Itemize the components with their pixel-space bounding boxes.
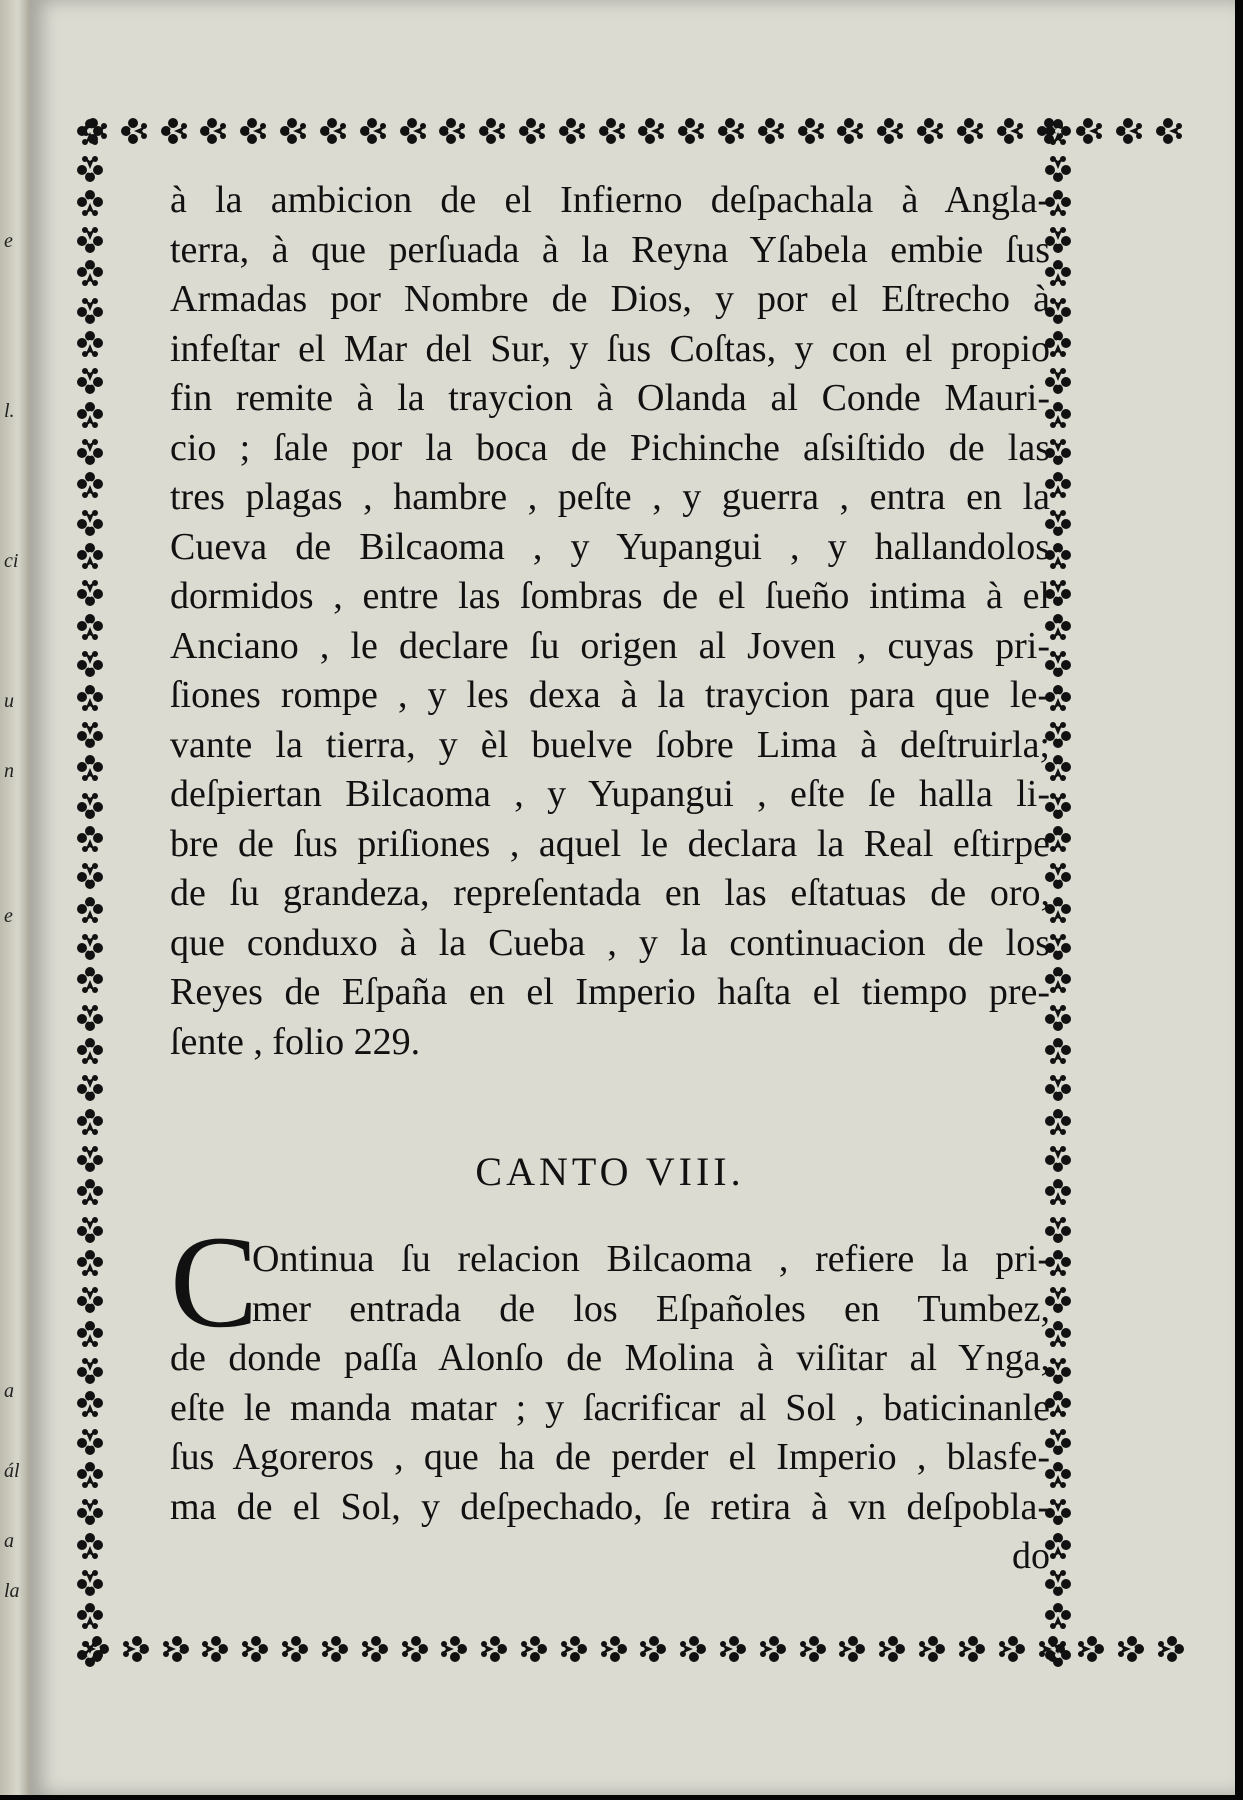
fleuron-ornament-icon — [75, 1602, 105, 1632]
fleuron-ornament-icon — [75, 931, 105, 961]
fleuron-ornament-icon — [75, 365, 105, 395]
fleuron-ornament-icon — [876, 1634, 906, 1664]
fleuron-ornament-icon — [75, 1567, 105, 1597]
text-line: terra, à que perſuada à la Reyna Yſabela embie ſus — [170, 228, 1050, 271]
fleuron-ornament-icon — [558, 116, 588, 146]
fleuron-ornament-icon — [359, 1634, 389, 1664]
ornamental-border-top — [80, 112, 1185, 150]
text-line: vante la tierra, y èl buelve ſobre Lima à deſtruirla; — [170, 723, 1050, 766]
fleuron-ornament-icon — [75, 118, 105, 148]
neighbor-page-edge — [0, 0, 30, 1795]
fleuron-ornament-icon — [319, 1634, 349, 1664]
text-line: infeſtar el Mar del Sur, y ſus Coſtas, y con el propio — [170, 327, 1050, 370]
catchword: do — [1012, 1535, 1050, 1577]
text-line: Ontinua ſu relacion Bilcaoma , refiere la pri- — [252, 1238, 1050, 1280]
fleuron-ornament-icon — [558, 1634, 588, 1664]
fleuron-ornament-icon — [239, 1634, 269, 1664]
text-line: ſus Agoreros , que ha de perder el Imperio , blasfe- — [170, 1436, 1050, 1478]
fleuron-ornament-icon — [717, 1634, 747, 1664]
fleuron-ornament-icon — [757, 116, 787, 146]
fleuron-ornament-icon — [75, 1178, 105, 1208]
neighbor-glyph: e — [4, 905, 13, 927]
text-line: de ſu grandeza, repreſentada en las eſtatuas de oro, — [170, 872, 1050, 914]
fleuron-ornament-icon — [75, 1638, 105, 1668]
fleuron-ornament-icon — [199, 1634, 229, 1664]
neighbor-glyph: la — [4, 1580, 20, 1602]
text-line: ma de el Sol, y deſpechado, ſe retira à vn deſpobla- — [170, 1485, 1050, 1528]
fleuron-ornament-icon — [75, 1249, 105, 1279]
fleuron-ornament-icon — [75, 542, 105, 572]
fleuron-ornament-icon — [75, 224, 105, 254]
text-line: ſiones rompe , y les dexa à la traycion para que le- — [170, 674, 1050, 716]
fleuron-ornament-icon — [399, 1634, 429, 1664]
fleuron-ornament-icon — [1115, 1634, 1145, 1664]
fleuron-ornament-icon — [75, 259, 105, 289]
text-line: cio ; ſale por la boca de Pichinche aſsiſtido de las — [170, 426, 1050, 469]
fleuron-ornament-icon — [120, 1634, 150, 1664]
fleuron-ornament-icon — [797, 116, 827, 146]
fleuron-ornament-icon — [996, 1634, 1026, 1664]
fleuron-ornament-icon — [75, 401, 105, 431]
neighbor-glyph: ci — [4, 550, 19, 572]
fleuron-ornament-icon — [478, 1634, 508, 1664]
fleuron-ornament-icon — [75, 825, 105, 855]
fleuron-ornament-icon — [518, 1634, 548, 1664]
fleuron-ornament-icon — [677, 116, 707, 146]
fleuron-ornament-icon — [1043, 118, 1073, 148]
fleuron-ornament-icon — [75, 436, 105, 466]
fleuron-ornament-icon — [239, 116, 269, 146]
drop-capital: C — [170, 1208, 259, 1355]
neighbor-glyph: l. — [4, 400, 15, 422]
fleuron-ornament-icon — [1155, 116, 1185, 146]
fleuron-ornament-icon — [199, 116, 229, 146]
fleuron-ornament-icon — [797, 1634, 827, 1664]
fleuron-ornament-icon — [75, 754, 105, 784]
fleuron-ornament-icon — [75, 507, 105, 537]
fleuron-ornament-icon — [160, 116, 190, 146]
text-line: ſente , folio 229. — [170, 1020, 421, 1063]
text-line: eſte le manda matar ; y ſacrificar al Sol , baticinanle — [170, 1386, 1050, 1429]
fleuron-ornament-icon — [359, 116, 389, 146]
summary-paragraph — [170, 176, 1050, 1067]
text-line: Armadas por Nombre de Dios, y por el Eſtrecho à — [170, 278, 1050, 320]
fleuron-ornament-icon — [996, 116, 1026, 146]
fleuron-ornament-icon — [75, 1143, 105, 1173]
fleuron-ornament-icon — [279, 116, 309, 146]
fleuron-ornament-icon — [75, 613, 105, 643]
neighbor-glyph: u — [4, 690, 14, 712]
fleuron-ornament-icon — [1043, 1638, 1073, 1668]
text-line: Anciano , le declare ſu origen al Joven , cuyas pri- — [170, 624, 1050, 667]
fleuron-ornament-icon — [75, 648, 105, 678]
fleuron-ornament-icon — [1043, 1072, 1073, 1102]
text-line: fin remite à la traycion à Olanda al Conde Mauri- — [170, 377, 1050, 419]
neighbor-glyph: a — [4, 1530, 14, 1552]
fleuron-ornament-icon — [757, 1634, 787, 1664]
fleuron-ornament-icon — [75, 1532, 105, 1562]
fleuron-ornament-icon — [75, 1355, 105, 1385]
fleuron-ornament-icon — [75, 471, 105, 501]
fleuron-ornament-icon — [75, 1320, 105, 1350]
fleuron-ornament-icon — [916, 116, 946, 146]
fleuron-ornament-icon — [75, 189, 105, 219]
fleuron-ornament-icon — [1075, 1634, 1105, 1664]
text-line: tres plagas , hambre , peſte , y guerra , entra en la — [170, 476, 1050, 518]
fleuron-ornament-icon — [478, 116, 508, 146]
fleuron-ornament-icon — [160, 1634, 190, 1664]
fleuron-ornament-icon — [598, 1634, 628, 1664]
text-line: bre de ſus priſiones , aquel le declara la Real eſtirpe — [170, 822, 1050, 865]
neighbor-glyph: e — [4, 230, 13, 252]
fleuron-ornament-icon — [438, 1634, 468, 1664]
canto-heading: CANTO VIII. — [475, 1149, 745, 1194]
fleuron-ornament-icon — [1043, 1602, 1073, 1632]
fleuron-ornament-icon — [319, 116, 349, 146]
fleuron-ornament-icon — [75, 577, 105, 607]
fleuron-ornament-icon — [75, 1002, 105, 1032]
text-line: deſpiertan Bilcaoma , y Yupangui , eſte ſe halla li- — [170, 773, 1050, 815]
fleuron-ornament-icon — [637, 1634, 667, 1664]
fleuron-ornament-icon — [518, 116, 548, 146]
neighbor-glyph: a — [4, 1380, 14, 1402]
fleuron-ornament-icon — [438, 116, 468, 146]
fleuron-ornament-icon — [717, 116, 747, 146]
fleuron-ornament-icon — [1155, 1634, 1185, 1664]
neighbor-glyph: ál — [4, 1460, 20, 1482]
fleuron-ornament-icon — [75, 1461, 105, 1491]
fleuron-ornament-icon — [75, 1214, 105, 1244]
text-line: de donde paſſa Alonſo de Molina à viſitar al Ynga, — [170, 1337, 1050, 1379]
fleuron-ornament-icon — [75, 153, 105, 183]
text-line: Cueva de Bilcaoma , y Yupangui , y hallandolos — [170, 525, 1050, 568]
fleuron-ornament-icon — [75, 295, 105, 325]
ornamental-border-left — [70, 118, 110, 1668]
fleuron-ornament-icon — [1043, 1108, 1073, 1138]
fleuron-ornament-icon — [75, 719, 105, 749]
fleuron-ornament-icon — [75, 1284, 105, 1314]
fleuron-ornament-icon — [956, 1634, 986, 1664]
fleuron-ornament-icon — [75, 966, 105, 996]
fleuron-ornament-icon — [916, 1634, 946, 1664]
fleuron-ornament-icon — [279, 1634, 309, 1664]
text-line: Reyes de Eſpaña en el Imperio haſta el tiempo pre- — [170, 971, 1050, 1013]
fleuron-ornament-icon — [75, 330, 105, 360]
neighbor-glyph: n — [4, 760, 14, 782]
fleuron-ornament-icon — [1075, 116, 1105, 146]
ornamental-border-bottom — [80, 1630, 1185, 1668]
fleuron-ornament-icon — [75, 1072, 105, 1102]
fleuron-ornament-icon — [75, 1108, 105, 1138]
fleuron-ornament-icon — [637, 116, 667, 146]
fleuron-ornament-icon — [598, 116, 628, 146]
fleuron-ornament-icon — [75, 860, 105, 890]
book-page — [30, 0, 1235, 1795]
fleuron-ornament-icon — [75, 896, 105, 926]
text-line: que conduxo à la Cueba , y la continuacion de los — [170, 921, 1050, 964]
fleuron-ornament-icon — [120, 116, 150, 146]
fleuron-ornament-icon — [75, 1496, 105, 1526]
fleuron-ornament-icon — [1115, 116, 1145, 146]
fleuron-ornament-icon — [876, 116, 906, 146]
fleuron-ornament-icon — [399, 116, 429, 146]
fleuron-ornament-icon — [836, 1634, 866, 1664]
fleuron-ornament-icon — [677, 1634, 707, 1664]
fleuron-ornament-icon — [75, 1037, 105, 1067]
text-line: dormidos , entre las ſombras de el ſueño intima à el — [170, 575, 1050, 617]
fleuron-ornament-icon — [75, 684, 105, 714]
canto-paragraph — [170, 1208, 1050, 1582]
fleuron-ornament-icon — [75, 790, 105, 820]
fleuron-ornament-icon — [75, 1426, 105, 1456]
fleuron-ornament-icon — [75, 1390, 105, 1420]
text-line: à la ambicion de el Infierno deſpachala à Angla- — [170, 179, 1050, 221]
fleuron-ornament-icon — [956, 116, 986, 146]
fleuron-ornament-icon — [836, 116, 866, 146]
text-line: mer entrada de los Eſpañoles en Tumbez, — [252, 1287, 1050, 1330]
